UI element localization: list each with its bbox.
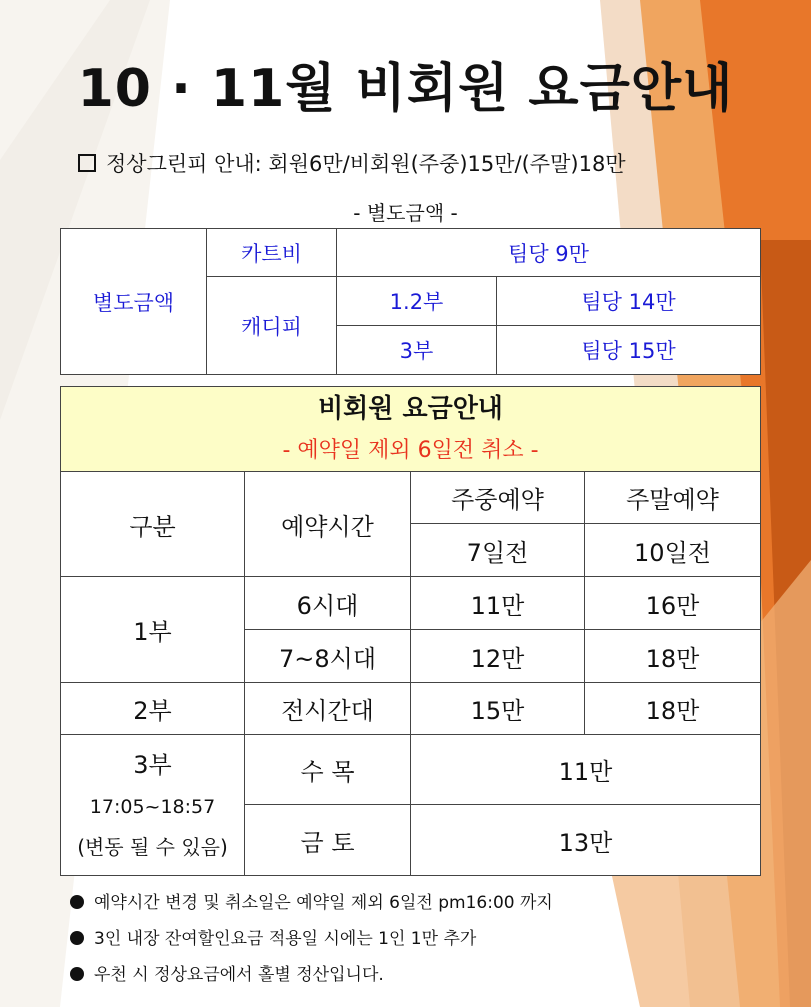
part1-weekend-6: 16만 (585, 577, 761, 630)
col-weekend-header: 주말예약 (585, 472, 761, 524)
bullet-dot-icon (70, 895, 84, 909)
part3-price-fri-sat: 13만 (411, 805, 761, 876)
weekend-booking-note: 10일전 (585, 524, 761, 577)
part3-days-wed-thu: 수 목 (245, 735, 411, 805)
note-text: 예약시간 변경 및 취소일은 예약일 제외 6일전 pm16:00 까지 (94, 893, 553, 913)
part3-label: 3부 (133, 751, 172, 779)
part1-weekday-6: 11만 (411, 577, 585, 630)
caddie-part-1-2: 1.2부 (337, 277, 497, 326)
weekday-booking-note: 7일전 (411, 524, 585, 577)
cart-fee-label: 카트비 (207, 229, 337, 277)
col-category-header: 구분 (61, 472, 245, 577)
list-item (70, 926, 750, 962)
part1-weekday-7-8: 12만 (411, 630, 585, 683)
part3-note: (변동 될 수 있음) (77, 835, 228, 859)
checkbox-square-icon (78, 154, 96, 172)
bullet-dot-icon (70, 967, 84, 981)
part1-label: 1부 (61, 577, 245, 683)
caddie-fee-label: 캐디피 (207, 277, 337, 375)
cart-fee-value: 팀당 9만 (337, 229, 761, 277)
page-title: 10 · 11월 비회원 요금안내 (77, 59, 734, 119)
part2-weekend: 18만 (585, 683, 761, 735)
list-item (70, 890, 750, 926)
rates-table-title: 비회원 요금안내 (61, 387, 761, 432)
part3-time-range: 17:05~18:57 (89, 796, 216, 818)
green-fee-notice-text: 정상그린피 안내: 회원6만/비회원(주중)15만/(주말)18만 (106, 152, 626, 176)
col-weekday-header: 주중예약 (411, 472, 585, 524)
part3-cell (61, 735, 245, 876)
rates-table-subtitle: - 예약일 제외 6일전 취소 - (61, 431, 761, 472)
notes-list (70, 890, 750, 998)
part2-weekday: 15만 (411, 683, 585, 735)
caddie-fee-value-3: 팀당 15만 (497, 326, 761, 375)
bullet-dot-icon (70, 931, 84, 945)
extra-fees-row-label: 별도금액 (61, 229, 207, 375)
extra-fees-table (60, 228, 761, 375)
green-fee-notice (78, 148, 626, 178)
caddie-fee-value-1-2: 팀당 14만 (497, 277, 761, 326)
list-item (70, 962, 750, 998)
part3-price-wed-thu: 11만 (411, 735, 761, 805)
col-time-header: 예약시간 (245, 472, 411, 577)
part1-time-7-8: 7~8시대 (245, 630, 411, 683)
note-text: 3인 내장 잔여할인요금 적용일 시에는 1인 1만 추가 (94, 929, 477, 949)
note-text: 우천 시 정상요금에서 홀별 정산입니다. (94, 965, 384, 985)
part1-time-6: 6시대 (245, 577, 411, 630)
caddie-part-3: 3부 (337, 326, 497, 375)
extra-fees-heading: - 별도금액 - (353, 201, 458, 225)
non-member-rates-table (60, 386, 761, 876)
part1-weekend-7-8: 18만 (585, 630, 761, 683)
part2-time: 전시간대 (245, 683, 411, 735)
part2-label: 2부 (61, 683, 245, 735)
part3-days-fri-sat: 금 토 (245, 805, 411, 876)
